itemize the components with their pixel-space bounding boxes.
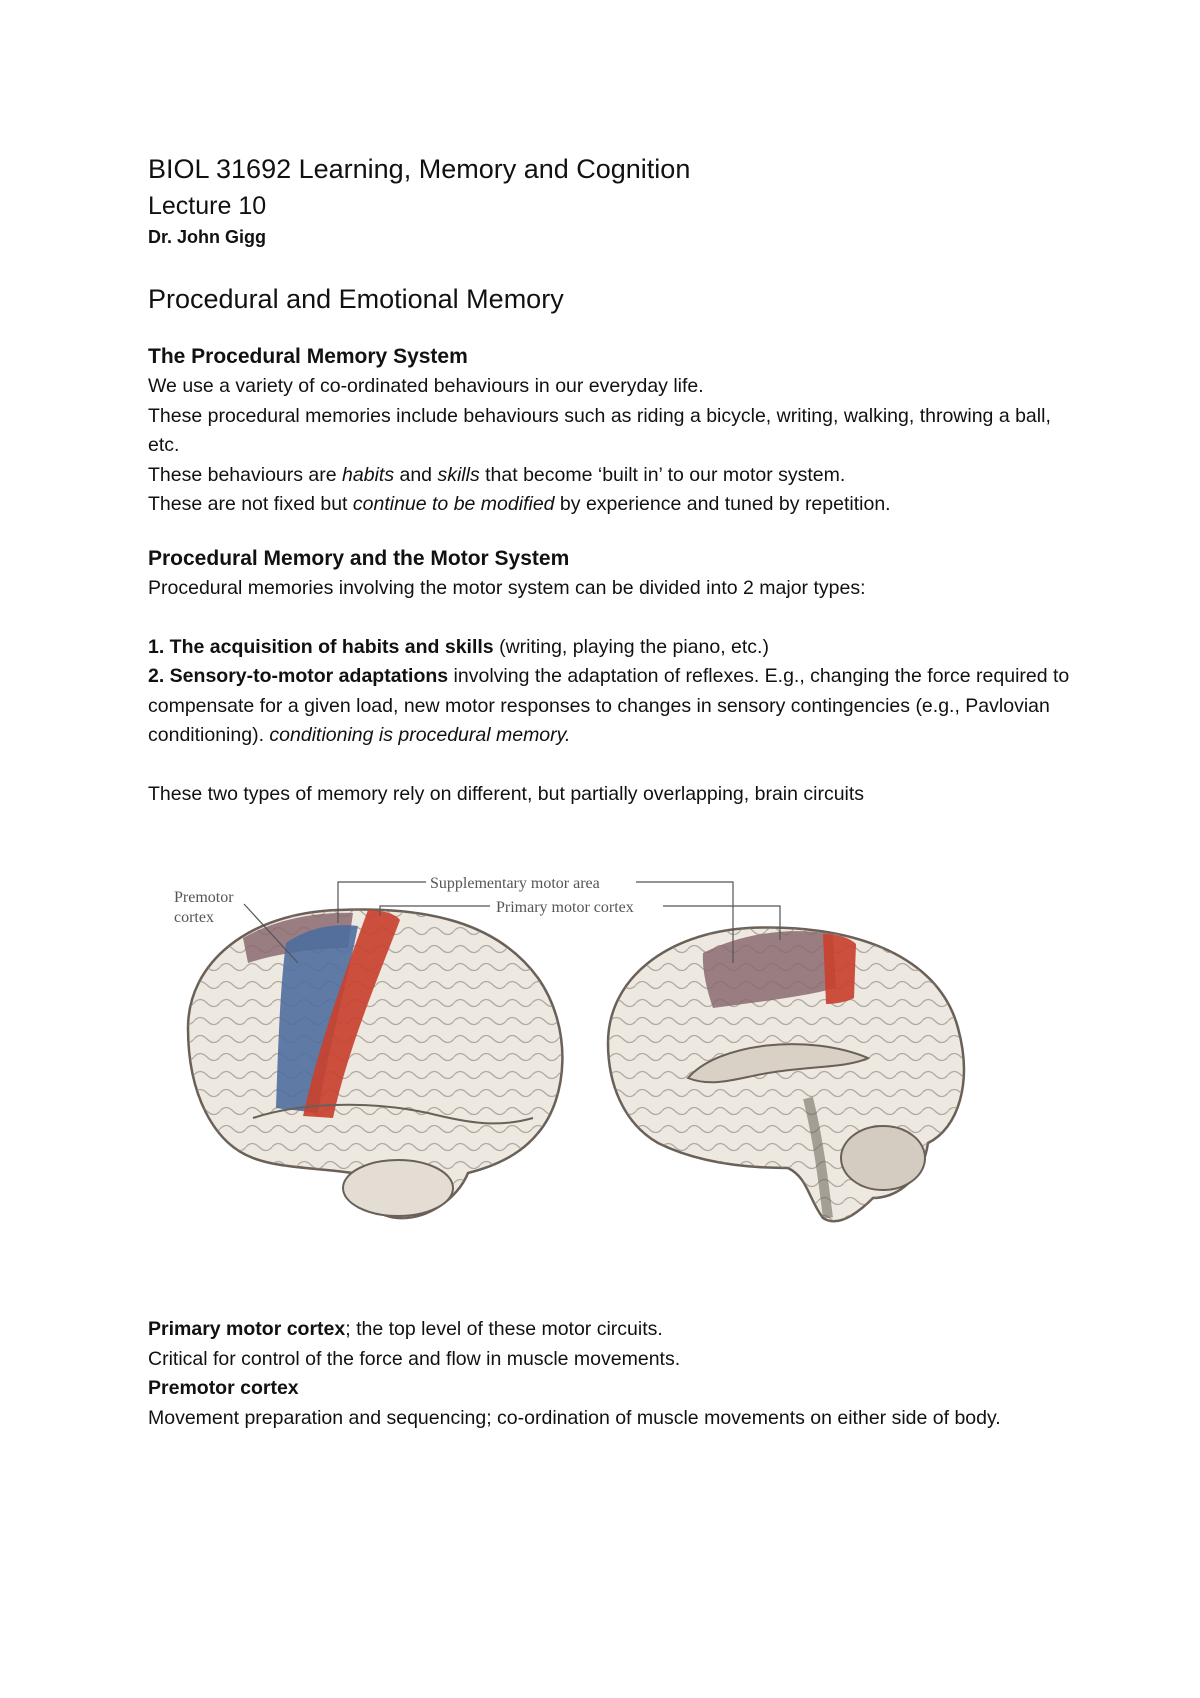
paragraph: Critical for control of the force and flow in muscle movements. [148, 1347, 681, 1370]
section-title: Procedural and Emotional Memory [148, 284, 564, 314]
text-run: involving the adaptation of reflexes. E.g., changing the force required to compensate for a given load, new motor responses to changes in sensory contingencies (e.g., Pavlovian conditioning). [148, 665, 1070, 746]
text-run: by experience and tuned by repetition. [554, 493, 891, 515]
paragraph: Procedural memories involving the motor system can be divided into 2 major types: [148, 576, 866, 599]
paragraph: These procedural memories include behaviours such as riding a bicycle, writing, walking, throwing a ball, etc. [148, 404, 1051, 456]
text-run: (writing, playing the piano, etc.) [493, 635, 769, 658]
motor-system-heading: Procedural Memory and the Motor System [148, 546, 570, 570]
paragraph [148, 490, 1078, 520]
text-run: and [394, 463, 438, 486]
paragraph [148, 1374, 1078, 1404]
label-primary: Primary motor cortex [496, 899, 634, 916]
author: Dr. John Gigg [148, 227, 267, 247]
cerebellum [343, 1160, 453, 1216]
italic-term: continue to be modified [352, 493, 555, 515]
bold-term: 1. The acquisition of habits and skills [148, 635, 494, 658]
text-run: These are not fixed but [148, 493, 353, 515]
paragraph: These two types of memory rely on different, but partially overlapping, brain circuits [148, 783, 865, 805]
premotor-heading: Premotor cortex [148, 1377, 299, 1399]
medial-brain [608, 927, 964, 1221]
label-premotor-line1: Premotor [174, 889, 234, 906]
medial-cerebellum [841, 1126, 925, 1190]
paragraph [148, 1315, 1078, 1345]
course-title: BIOL 31692 Learning, Memory and Cognition [148, 154, 691, 184]
bold-term: Primary motor cortex [148, 1318, 346, 1340]
paragraph: We use a variety of co-ordinated behaviours in our everyday life. [148, 375, 704, 397]
motor-cortex-notes [148, 1315, 1078, 1433]
brain-figure [168, 868, 1038, 1268]
italic-term: skills [437, 463, 480, 486]
lecture-number: Lecture 10 [148, 192, 267, 220]
paragraph [148, 461, 1078, 491]
lateral-brain [188, 909, 562, 1218]
label-sma: Supplementary motor area [430, 875, 600, 892]
paragraph: Movement preparation and sequencing; co-ordination of muscle movements on either side of body. [148, 1406, 1001, 1429]
procedural-system-heading: The Procedural Memory System [148, 345, 468, 368]
italic-term: conditioning is procedural memory. [269, 724, 571, 746]
bold-term: 2. Sensory-to-motor adaptations [148, 665, 449, 687]
lecture-notes [148, 150, 1078, 810]
text-run: These behaviours are [148, 463, 343, 486]
spacer [148, 751, 1078, 781]
text-run: ; the top level of these motor circuits. [345, 1318, 663, 1340]
italic-term: habits [342, 463, 395, 486]
list-item [148, 662, 1078, 751]
list-item [148, 633, 1078, 663]
text-run: that become ‘built in’ to our motor system. [479, 463, 846, 486]
spacer [148, 603, 1078, 633]
label-premotor-line2: cortex [174, 909, 214, 926]
medial-primary-motor-region [823, 934, 856, 1004]
brain-diagram [168, 868, 1038, 1268]
